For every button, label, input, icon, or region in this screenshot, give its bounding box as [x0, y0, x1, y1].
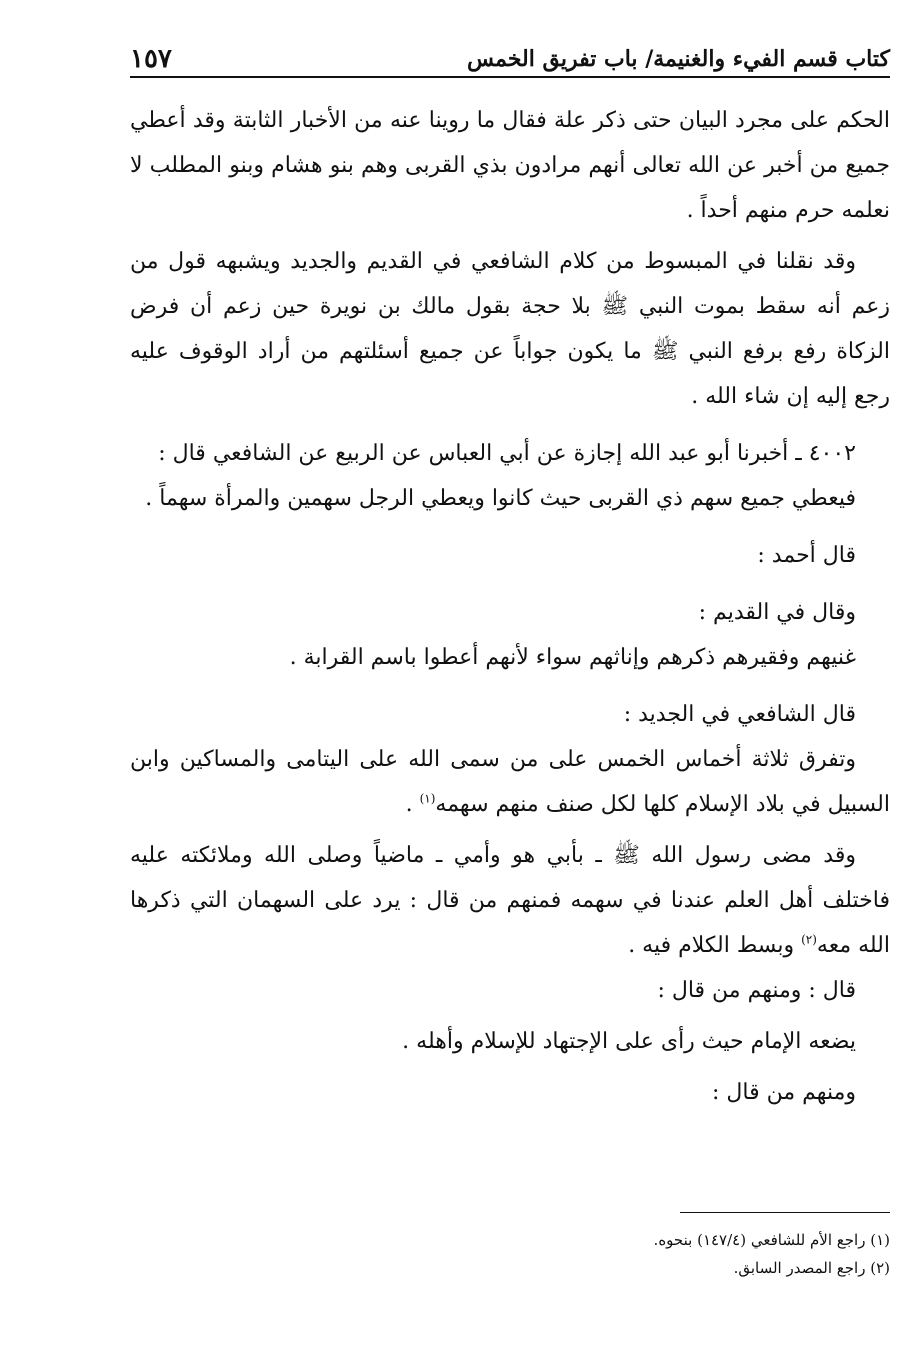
paragraph-yadauhu: يضعه الإمام حيث رأى على الإجتهاد للإسلام وأهله . [402, 1029, 856, 1054]
running-title: كتاب قسم الفيء والغنيمة/ باب تفريق الخمس [467, 46, 890, 72]
paragraph-qadim: وقال في القديم : [698, 600, 856, 625]
page-number: ١٥٧ [130, 44, 172, 74]
paragraph-2: وقد نقلنا في المبسوط من كلام الشافعي في القديم والجديد ويشبهه قول من زعم أنه سقط بموت النبي ﷺ بلا حجة بقول مالك بن نويرة حين زعم أن فرض الزكاة رفع برفع النبي ﷺ ما يكون جواباً عن جميع أسئلتهم من أراد الوقوف عليه رجع إليه إن شاء الله . [130, 249, 891, 409]
footnotes [130, 1226, 890, 1282]
paragraph-tufarraq-text: وتفرق ثلاثة أخماس الخمس على من سمى الله على اليتامى والمساكين وابن السبيل في بلاد الإسلام كلها لكل صنف منهم سهمه [130, 747, 890, 817]
running-header [130, 30, 890, 78]
footnote-1: (١) راجع الأم للشافعي (١٤٧/٤) بنحوه. [653, 1231, 890, 1249]
hadith-4002-text: فيعطي جميع سهم ذي القربى حيث كانوا ويعطي الرجل سهمين والمرأة سهماً . [145, 486, 856, 511]
paragraph-tufarraq [130, 737, 890, 827]
paragraph-ghaniyyuhum: غنيهم وفقيرهم ذكرهم وإناثهم سواء لأنهم أعطوا باسم القرابة . [289, 645, 856, 670]
paragraph-qala-ahmad: قال أحمد : [757, 543, 856, 568]
footnote-2: (٢) راجع المصدر السابق. [733, 1259, 890, 1277]
paragraph-wa-qad-mada-end: وبسط الكلام فيه . [628, 933, 802, 958]
hadith-4002-chain: ٤٠٠٢ ـ أخبرنا أبو عبد الله إجازة عن أبي العباس عن الربيع عن الشافعي قال : [158, 441, 856, 466]
footnote-ref-2: (٢) [801, 932, 817, 947]
paragraph-jadid: قال الشافعي في الجديد : [623, 702, 856, 727]
paragraph-wa-qad-mada [130, 833, 890, 968]
footnote-ref-1: (١) [419, 791, 436, 806]
paragraph-1: الحكم على مجرد البيان حتى ذكر علة فقال ما روينا عنه من الأخبار الثابتة وقد أعطي جميع من أخبر عن الله تعالى أنهم مرادون بذي القربى وهم بنو هشام وبنو المطلب لا نعلمه حرم منهم أحداً . [130, 108, 890, 223]
main-text [130, 98, 890, 1115]
footnote-divider [680, 1212, 890, 1213]
paragraph-wa-qad-mada-text: وقد مضى رسول الله ﷺ ـ بأبي هو وأمي ـ ماضياً وصلى الله وملائكته عليه فاختلف أهل العلم عندنا في سهمه فمنهم من قال : يرد على السهمان التي ذكرها الله معه [130, 843, 890, 958]
paragraph-tufarraq-end: . [405, 792, 420, 817]
paragraph-minhum-1: قال : ومنهم من قال : [657, 978, 856, 1003]
paragraph-minhum-2: ومنهم من قال : [712, 1080, 856, 1105]
